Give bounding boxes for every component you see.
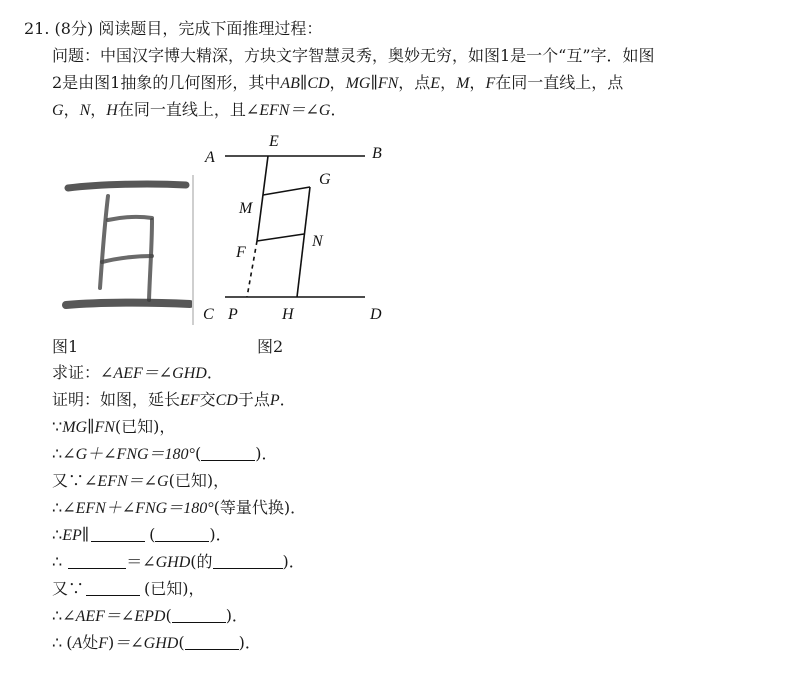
math-expr: ∠EFN＝∠G (84, 473, 169, 490)
math-var: H (106, 102, 118, 119)
punct: )． (255, 444, 278, 463)
math-expr: AB∥CD (280, 75, 330, 92)
answer-blank-6[interactable] (86, 579, 140, 596)
punct: ＝ (126, 552, 143, 571)
label-B: B (372, 145, 382, 162)
proof-step-5 (52, 524, 232, 547)
problem-text: ， (90, 100, 107, 119)
label-C: C (203, 306, 214, 323)
question-number: 21. (24, 19, 50, 38)
proof-text: 证明：如图，延长 (52, 390, 181, 409)
problem-text: 在同一直线上，且 (117, 100, 246, 119)
therefore-symbol: ∴ (52, 525, 63, 544)
punct: )． (238, 633, 261, 652)
label-G: G (319, 171, 331, 188)
punct: ( (194, 444, 202, 463)
punct: ． (279, 390, 296, 409)
math-expr: ∠AEF＝∠EPD (62, 608, 166, 625)
proof-step-9 (52, 632, 261, 655)
problem-text: ． (330, 100, 347, 119)
proof-step-1 (52, 416, 175, 439)
answer-blank-5[interactable] (213, 552, 283, 569)
problem-text: ， (329, 73, 346, 92)
because-symbol: 又∵ (52, 471, 85, 490)
line-MG (263, 187, 310, 195)
proof-step-7 (52, 578, 205, 600)
answer-blank-2[interactable] (91, 525, 145, 542)
prove-statement (52, 362, 223, 385)
stroke-top (68, 184, 186, 188)
label-P: P (228, 306, 238, 323)
punct: )． (209, 525, 232, 544)
reason-text: (已知)， (144, 579, 205, 598)
question-score: (8分) (54, 19, 94, 38)
label-E: E (269, 133, 279, 150)
problem-text: ， (440, 73, 457, 92)
label-N: N (312, 233, 323, 250)
problem-text: 在同一直线上，点 (495, 73, 624, 92)
answer-blank-4[interactable] (68, 552, 126, 569)
problem-text: 2是由图1抽象的几何图形，其中 (52, 73, 281, 92)
question-instruction: 阅读题目，完成下面推理过程： (98, 19, 323, 38)
label-D: D (370, 306, 382, 323)
math-var: F (98, 635, 109, 652)
therefore-symbol: ∴ (52, 606, 63, 625)
stroke-inner-top (108, 217, 152, 220)
math-var: G (52, 102, 64, 119)
punct: )． (282, 552, 305, 571)
figure-2-caption: 图2 (257, 337, 284, 356)
math-expr: EF (180, 392, 200, 409)
therefore-symbol: ∴ (52, 552, 63, 571)
punct: ( (66, 633, 73, 652)
figure-2-geometry (195, 128, 395, 338)
math-expr: ∠EFN＝∠G (245, 102, 331, 119)
question-header (24, 18, 322, 40)
math-expr: ∠G＋∠FNG＝180° (62, 446, 195, 463)
math-expr: MG∥FN (345, 75, 399, 92)
therefore-symbol: ∴ (52, 633, 63, 652)
punct: ( (178, 633, 185, 652)
stroke-right-vertical (149, 220, 152, 300)
answer-blank-3[interactable] (155, 525, 209, 542)
math-var: N (79, 102, 91, 119)
problem-text: ， (469, 73, 486, 92)
proof-step-8 (52, 605, 248, 628)
proof-intro (52, 389, 296, 412)
math-var: F (485, 75, 496, 92)
proof-step-3 (52, 470, 229, 493)
punct: (的 (190, 552, 213, 571)
stroke-bottom (66, 303, 190, 305)
math-expr: ∠GHD (142, 554, 191, 571)
math-expr: ∠EFN＋∠FNG＝180° (62, 500, 214, 517)
punct: ( (165, 606, 172, 625)
answer-blank-7[interactable] (172, 606, 226, 623)
line-GH (297, 187, 310, 297)
problem-text: 问题：中国汉字博大精深，方块文字智慧灵秀，奥妙无穷，如图1是一个“互”字．如图 (52, 46, 655, 65)
proof-text: 处 (82, 633, 99, 652)
label-A: A (205, 149, 215, 166)
figure-1-caption: 图1 (52, 337, 79, 356)
math-var: A (72, 635, 83, 652)
answer-blank-8[interactable] (185, 633, 239, 650)
math-expr: MG∥FN (62, 419, 115, 436)
math-expr: ＝∠GHD (114, 635, 179, 652)
line-FN (257, 234, 304, 241)
math-var: E (430, 75, 441, 92)
proof-step-4 (52, 497, 306, 520)
problem-line-1 (52, 45, 655, 67)
problem-text: ， (63, 100, 80, 119)
math-expr: EP∥ (62, 527, 90, 544)
math-var: P (269, 392, 280, 409)
punct: ) (108, 633, 115, 652)
problem-text: ，点 (398, 73, 431, 92)
math-expr: CD (215, 392, 238, 409)
proof-step-2 (52, 443, 277, 466)
reason-text: (已知)， (114, 417, 176, 436)
math-expr: ∠AEF＝∠GHD (100, 365, 207, 382)
problem-line-2 (52, 72, 623, 95)
therefore-symbol: ∴ (52, 498, 63, 517)
label-F: F (236, 244, 246, 261)
prove-label: 求证： (52, 363, 101, 382)
proof-step-6 (52, 551, 305, 574)
punct: ． (206, 363, 223, 382)
label-H: H (282, 306, 294, 323)
because-symbol: ∵ (52, 417, 63, 436)
label-M: M (239, 200, 253, 217)
proof-text: 于点 (237, 390, 270, 409)
punct: ( (149, 525, 156, 544)
reason-text: (等量代换)． (213, 498, 307, 517)
math-var: M (456, 75, 470, 92)
stroke-middle (102, 256, 152, 262)
line-FP-dashed (247, 241, 257, 297)
therefore-symbol: ∴ (52, 444, 63, 463)
figure-1-character (60, 170, 200, 330)
answer-blank-1[interactable] (201, 444, 255, 461)
line-EF (257, 156, 268, 241)
stroke-left-vertical (100, 196, 108, 288)
problem-line-3 (52, 99, 346, 122)
reason-text: (已知)， (168, 471, 230, 490)
punct: )． (225, 606, 248, 625)
because-symbol: 又∵ (52, 579, 85, 598)
proof-text: 交 (199, 390, 216, 409)
